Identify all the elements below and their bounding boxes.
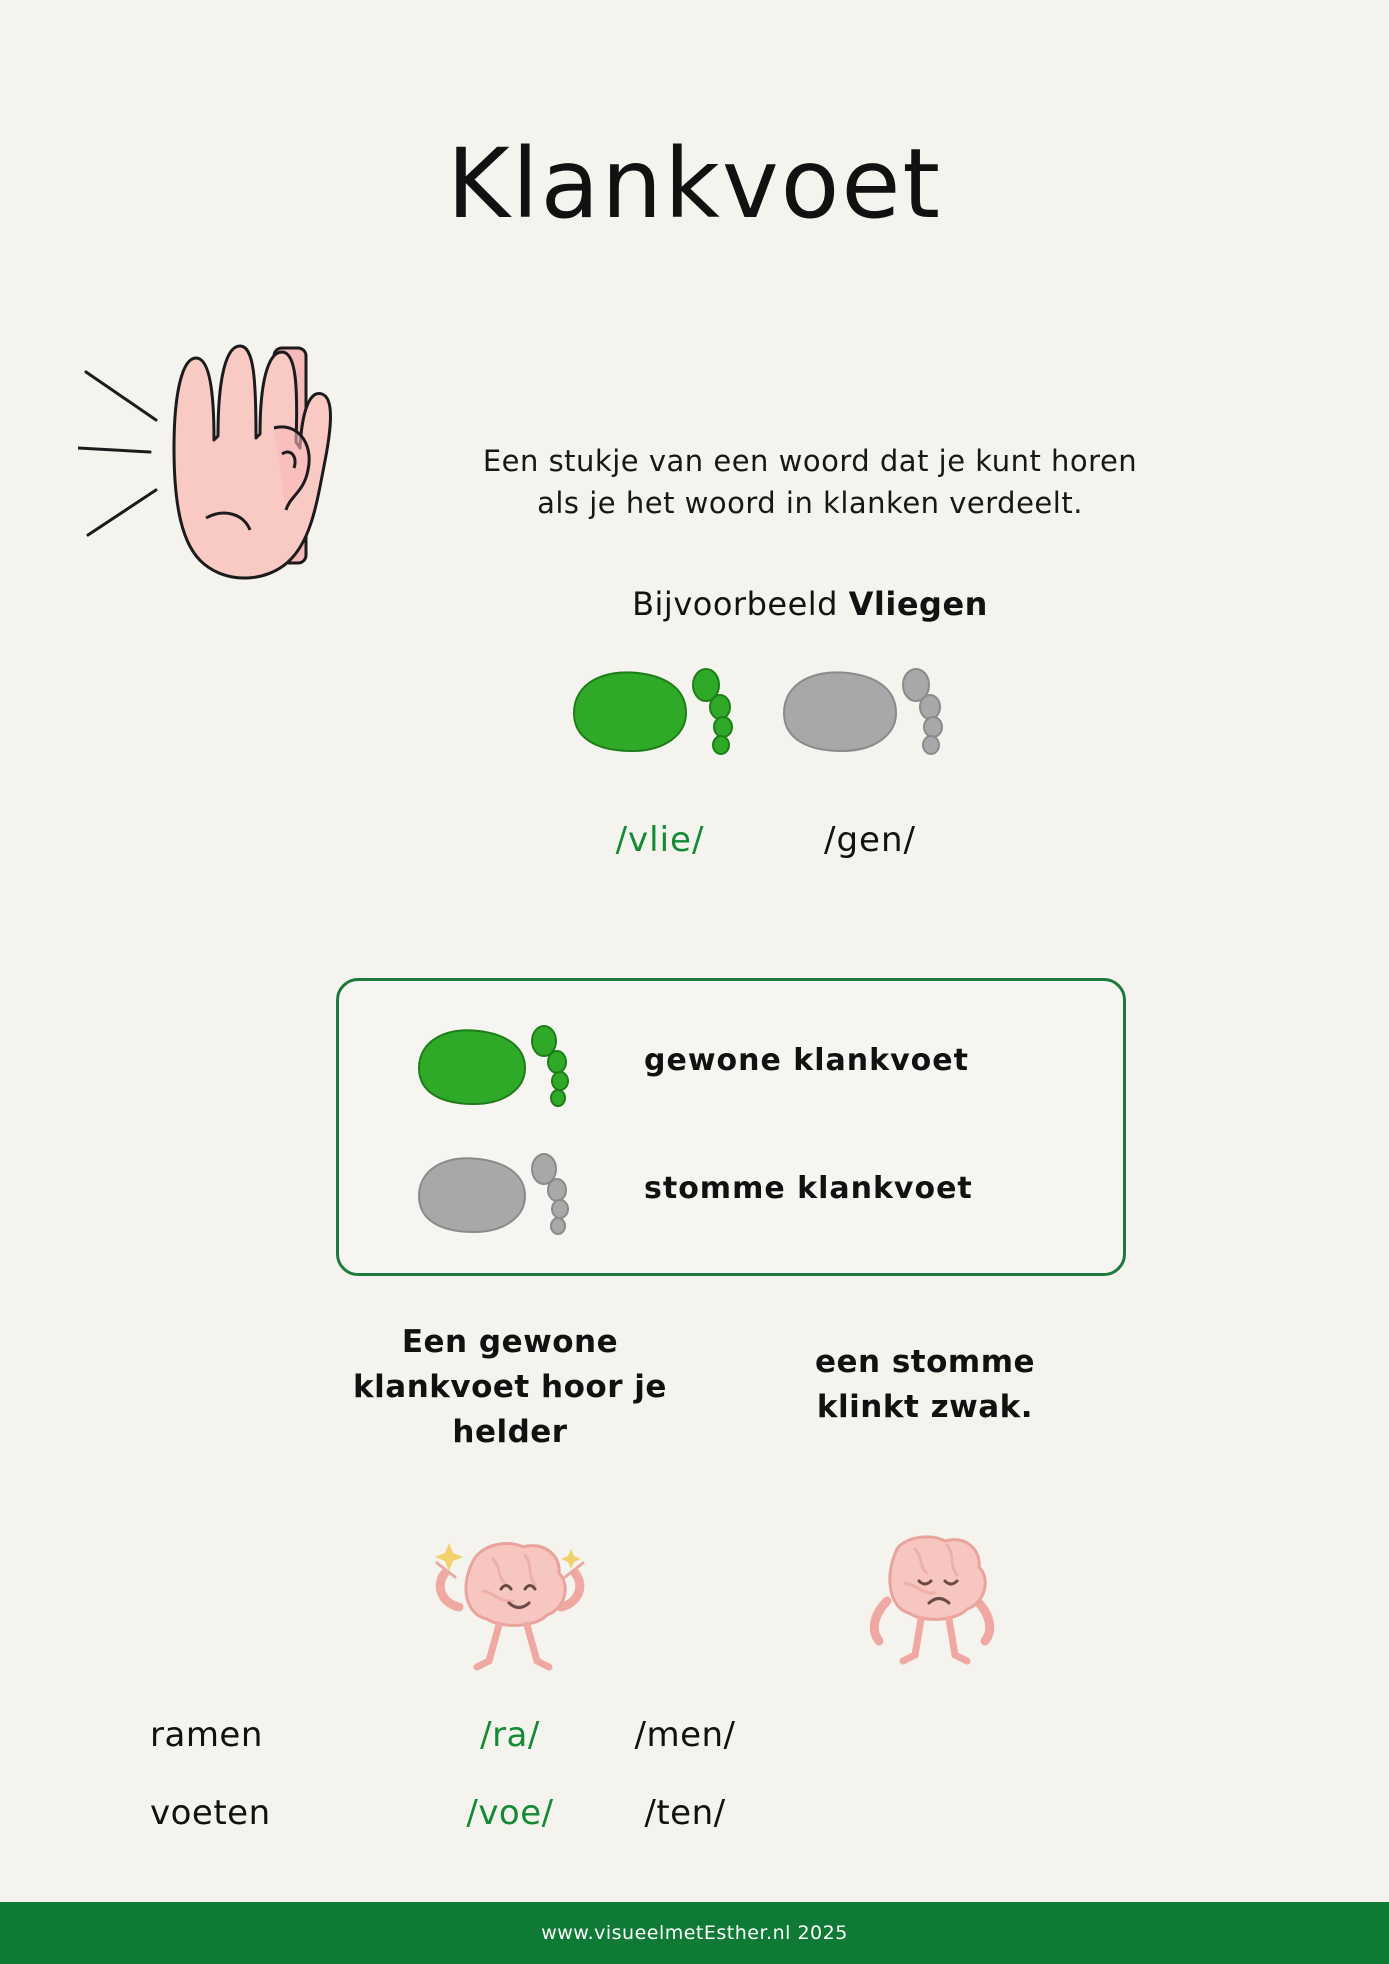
intro-line-1: Een stukje van een woord dat je kunt horen (482, 444, 1138, 478)
intro-text (390, 440, 1230, 524)
example-syllable-row (560, 820, 1020, 870)
explanation-gewone: Een gewone klankvoet hoor je helder (353, 1324, 667, 1450)
example-line (390, 585, 1230, 623)
legend-row-stomme (379, 1141, 1089, 1251)
table-row (150, 1715, 950, 1793)
listening-hand-icon (78, 330, 368, 620)
foot-green-legend-icon (407, 1013, 597, 1118)
page-title: Klankvoet (446, 128, 943, 240)
legend-label-stomme: stomme klankvoet (644, 1171, 973, 1206)
foot-grey-legend-icon (407, 1141, 597, 1246)
weak-brain-icon (845, 1515, 1020, 1680)
legend-label-gewone: gewone klankvoet (644, 1043, 969, 1078)
word-weak-syllable-1: /men/ (634, 1715, 736, 1755)
word-strong-syllable-1: /ra/ (480, 1715, 540, 1755)
word-label-2: voeten (150, 1793, 271, 1833)
footer-text: www.visueelmetEsther.nl 2025 (541, 1922, 848, 1944)
legend-row-gewone (379, 1013, 1089, 1123)
example-word: Vliegen (848, 585, 988, 623)
word-label-1: ramen (150, 1715, 263, 1755)
example-syllable-1: /vlie/ (615, 820, 705, 860)
word-weak-syllable-2: /ten/ (644, 1793, 726, 1833)
word-table (150, 1715, 950, 1871)
example-syllable-2: /gen/ (824, 820, 916, 860)
legend-box (336, 978, 1126, 1276)
strong-brain-icon (415, 1515, 605, 1680)
foot-grey-example (770, 655, 970, 765)
foot-green-example (560, 655, 760, 765)
example-prefix: Bijvoorbeeld (632, 585, 849, 623)
footer-bar (0, 1902, 1389, 1964)
explanation-stomme: een stomme klinkt zwak. (814, 1344, 1036, 1425)
example-feet-row (560, 655, 1020, 775)
table-row (150, 1793, 950, 1871)
word-strong-syllable-2: /voe/ (466, 1793, 554, 1833)
intro-line-2: als je het woord in klanken verdeelt. (537, 486, 1083, 521)
